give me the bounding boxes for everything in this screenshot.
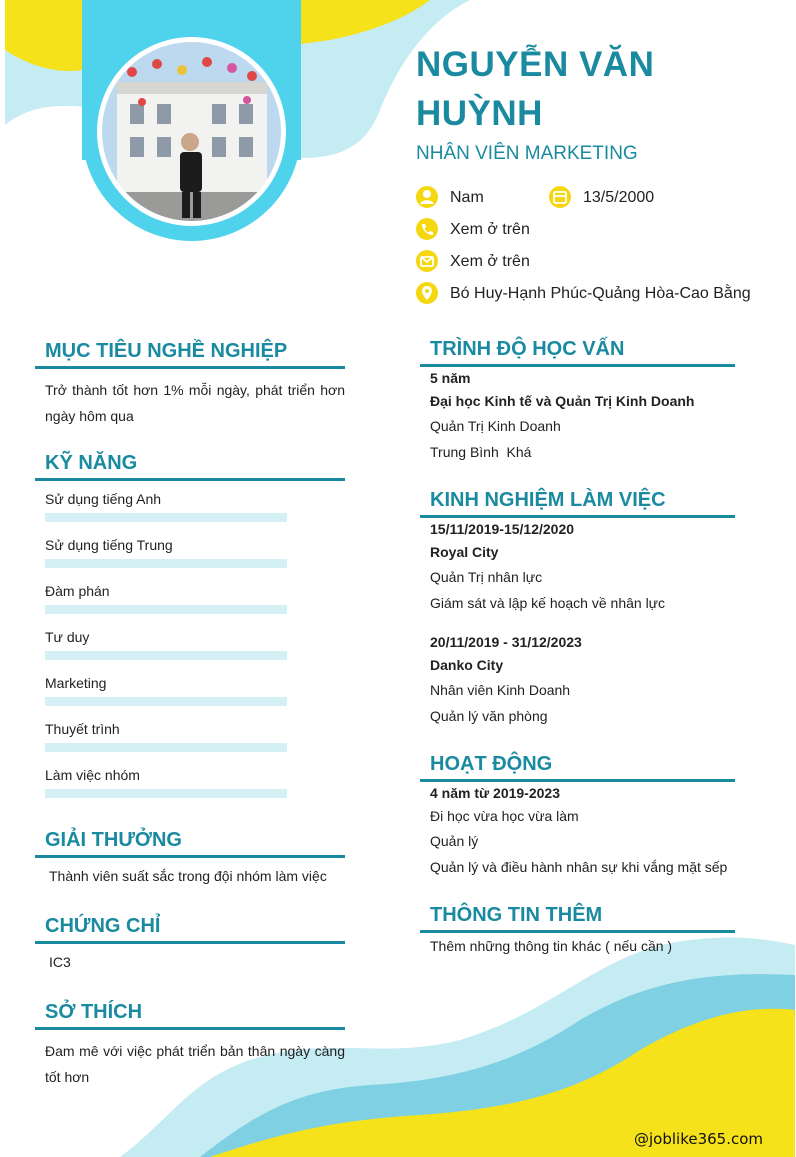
skill-bar <box>45 513 287 522</box>
awards-divider <box>35 855 345 858</box>
skill-name: Thuyết trình <box>45 721 120 737</box>
activities-line: Đi học vừa học vừa làm <box>430 808 579 824</box>
skill-bar <box>45 789 287 798</box>
experience-divider <box>420 515 735 518</box>
birthday-value: 13/5/2000 <box>583 189 655 206</box>
job-title: NHÂN VIÊN MARKETING <box>416 143 638 164</box>
education-major: Quản Trị Kinh Doanh <box>430 418 561 434</box>
job-description: Giám sát và lập kế hoạch về nhân lực <box>430 595 666 611</box>
extra-title: THÔNG TIN THÊM <box>430 904 603 926</box>
job-description: Quản lý văn phòng <box>430 708 548 724</box>
gender-value: Nam <box>450 189 484 206</box>
email-value: Xem ở trên <box>450 253 530 270</box>
email-icon <box>416 250 438 272</box>
education-title: TRÌNH ĐỘ HỌC VẤN <box>430 338 625 360</box>
job-role: Quản Trị nhân lực <box>430 569 543 585</box>
location-pin-icon <box>416 282 438 304</box>
education-period: 5 năm <box>430 370 471 386</box>
certificates-text: IC3 <box>49 954 71 970</box>
awards-title: GIẢI THƯỞNG <box>45 829 182 851</box>
skill-bar <box>45 605 287 614</box>
hobbies-divider <box>35 1027 345 1030</box>
job-period: 20/11/2019 - 31/12/2023 <box>430 634 582 650</box>
skill-name: Tư duy <box>45 629 90 645</box>
hobbies-text: Đam mê với việc phát triển bản thân ngày càng tốt hơn <box>45 1043 345 1085</box>
activities-line: Quản lý và điều hành nhân sự khi vắng mặt sếp <box>430 859 728 875</box>
objective-text: Trở thành tốt hơn 1% mỗi ngày, phát triển hơn ngày hôm qua <box>45 382 345 424</box>
activities-divider <box>420 779 735 782</box>
job-role: Nhân viên Kinh Doanh <box>430 682 571 698</box>
skills-divider <box>35 478 345 481</box>
activities-period: 4 năm từ 2019-2023 <box>430 785 560 801</box>
skill-bar <box>45 651 287 660</box>
objective-title: MỤC TIÊU NGHỀ NGHIỆP <box>45 340 288 362</box>
profile-photo <box>102 42 281 221</box>
candidate-name: NGUYỄN VĂN HUỲNH <box>416 45 655 133</box>
experience-title: KINH NGHIỆM LÀM VIỆC <box>430 489 666 511</box>
education-grade: Trung Bình Khá <box>430 444 532 460</box>
phone-value: Xem ở trên <box>450 221 530 238</box>
skill-bar <box>45 697 287 706</box>
job-company: Royal City <box>430 544 499 560</box>
skill-name: Sử dụng tiếng Trung <box>45 537 173 553</box>
skill-bar <box>45 559 287 568</box>
hobbies-title: SỞ THÍCH <box>45 1001 143 1023</box>
skill-name: Làm việc nhóm <box>45 767 140 783</box>
certificates-divider <box>35 941 345 944</box>
activities-line: Quản lý <box>430 833 479 849</box>
skill-name: Marketing <box>45 675 107 691</box>
skill-bar <box>45 743 287 752</box>
extra-text: Thêm những thông tin khác ( nếu cần ) <box>430 938 673 954</box>
awards-text: Thành viên suất sắc trong đội nhóm làm việc <box>49 868 327 884</box>
job-company: Danko City <box>430 657 504 673</box>
activities-title: HOẠT ĐỘNG <box>430 753 553 775</box>
extra-divider <box>420 930 735 933</box>
skill-name: Sử dụng tiếng Anh <box>45 491 162 507</box>
education-divider <box>420 364 735 367</box>
skills-title: KỸ NĂNG <box>45 452 138 474</box>
calendar-icon <box>549 186 571 208</box>
education-school: Đại học Kinh tế và Quản Trị Kinh Doanh <box>430 393 695 409</box>
person-icon <box>416 186 438 208</box>
skill-name: Đàm phán <box>45 583 110 599</box>
certificates-title: CHỨNG CHỈ <box>45 915 161 937</box>
watermark: @joblike365.com <box>634 1130 764 1148</box>
job-period: 15/11/2019-15/12/2020 <box>430 521 575 537</box>
objective-divider <box>35 366 345 369</box>
address-value: Bó Huy-Hạnh Phúc-Quảng Hòa-Cao Bằng <box>450 285 751 302</box>
phone-icon <box>416 218 438 240</box>
